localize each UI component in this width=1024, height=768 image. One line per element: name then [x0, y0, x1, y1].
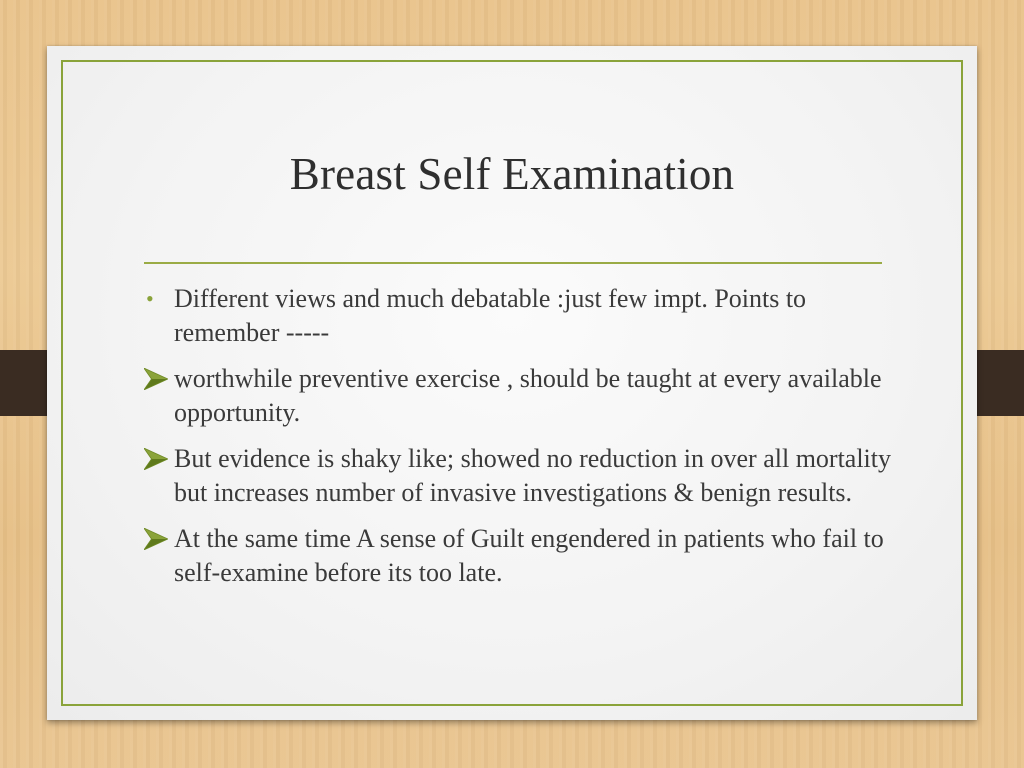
- bullet-list: [144, 282, 904, 602]
- slide: [47, 46, 977, 720]
- list-item-text: At the same time A sense of Guilt engendered in patients who fail to self-examine before its too late.: [174, 524, 884, 587]
- bullet-dot-icon: •: [146, 286, 154, 311]
- list-item: [144, 362, 904, 430]
- arrow-icon: [144, 442, 170, 476]
- slide-title: Breast Self Examination: [289, 149, 735, 199]
- list-item-text: But evidence is shaky like; showed no reduction in over all mortality but increases number of invasive investigations & benign results.: [174, 444, 892, 507]
- arrow-icon: [144, 522, 170, 556]
- list-item: [144, 522, 904, 590]
- list-item-text: Different views and much debatable :just few impt. Points to remember -----: [174, 284, 807, 347]
- arrow-icon: [144, 362, 170, 396]
- list-item: [144, 442, 904, 510]
- list-item-text: worthwhile preventive exercise , should be taught at every available opportunity.: [174, 364, 882, 427]
- title-divider: [144, 262, 882, 264]
- list-item: [144, 282, 904, 350]
